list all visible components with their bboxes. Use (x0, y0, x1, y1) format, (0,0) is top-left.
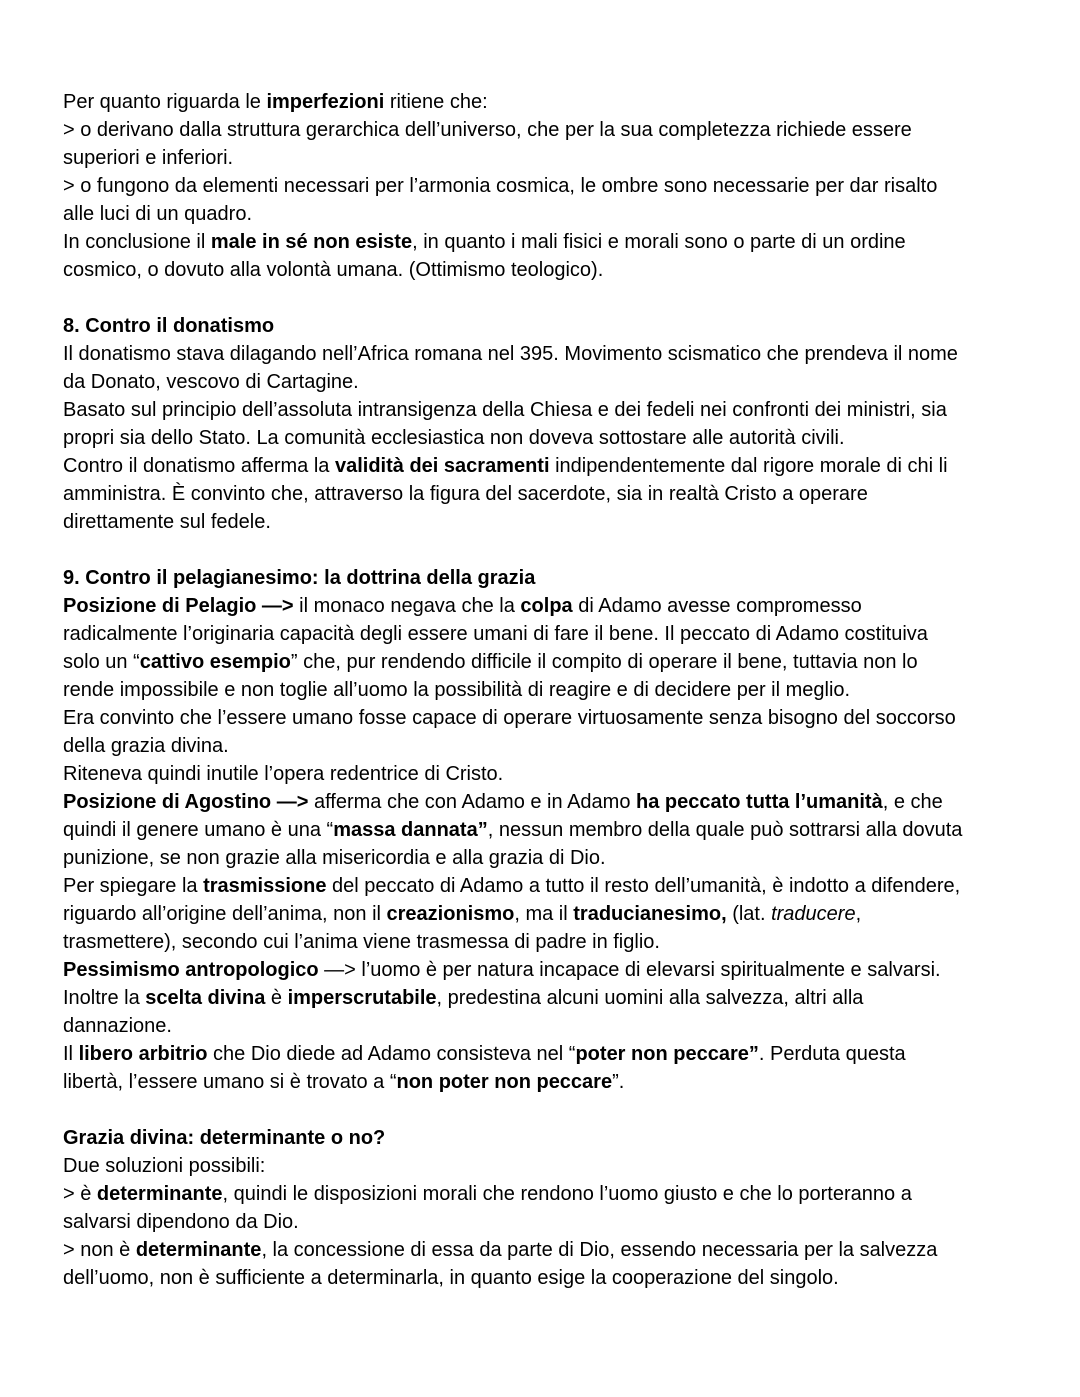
text-run: In conclusione il (63, 231, 211, 253)
text-run: dannazione. (63, 1015, 172, 1037)
bold-text: imperscrutabile (287, 987, 437, 1009)
text-run: riguardo all’origine dell’anima, non il (63, 903, 387, 925)
text-run: (lat. (726, 903, 772, 925)
text-line (63, 760, 962, 788)
text-line (63, 1012, 962, 1040)
text-run: punizione, se non grazie alla misericordia e alla grazia di Dio. (63, 847, 606, 869)
text-run: > o fungono da elementi necessari per l’armonia cosmica, le ombre sono necessarie per dar risalto (63, 175, 938, 197)
text-run: , quindi le disposizioni morali che rendono l’uomo giusto e che lo porteranno a (222, 1183, 912, 1205)
text-run: Riteneva quindi inutile l’opera redentrice di Cristo. (63, 763, 504, 785)
text-run: Due soluzioni possibili: (63, 1155, 266, 1177)
bold-text: validità dei sacramenti (334, 455, 550, 477)
text-run: propri sia dello Stato. La comunità ecclesiastica non doveva sottostare alle autorità civili. (63, 427, 845, 449)
text-line (63, 1068, 962, 1096)
text-line (63, 144, 962, 172)
text-run: salvarsi dipendono da Dio. (63, 1211, 299, 1233)
text-run: è (265, 987, 288, 1009)
text-line (63, 340, 962, 368)
text-run: alle luci di un quadro. (63, 203, 253, 225)
text-line (63, 116, 962, 144)
text-run: indipendentemente dal rigore morale di chi li (549, 455, 948, 477)
text-run: il monaco negava che la (293, 595, 521, 617)
text-run: —> l’uomo è per natura incapace di elevarsi spiritualmente e salvarsi. (318, 959, 941, 981)
bold-text: poter non peccare” (575, 1043, 759, 1065)
bold-text: massa dannata” (333, 819, 488, 841)
text-line (63, 1236, 962, 1264)
text-line (63, 844, 962, 872)
blank-line (63, 536, 962, 564)
text-run: ”. (612, 1071, 625, 1093)
text-run: rende impossibile e non toglie all’uomo la possibilità di reagire e di decidere per il meglio. (63, 679, 851, 701)
text-run: Era convinto che l’essere umano fosse capace di operare virtuosamente senza bisogno del soccorso (63, 707, 956, 729)
text-line (63, 312, 962, 340)
bold-text: Posizione di Pelagio —> (63, 595, 294, 617)
text-run: Per spiegare la (63, 875, 204, 897)
bold-text: creazionismo (386, 903, 515, 925)
text-run: , la concessione di essa da parte di Dio, essendo necessaria per la salvezza (261, 1239, 938, 1261)
text-line (63, 704, 962, 732)
bold-text: 8. Contro il donatismo (63, 315, 275, 337)
text-run: ” che, pur rendendo difficile il compito di operare il bene, tuttavia non lo (290, 651, 918, 673)
text-run: afferma che con Adamo e in Adamo (308, 791, 636, 813)
text-run: ritiene che: (384, 91, 488, 113)
text-line (63, 1124, 962, 1152)
text-run: Per quanto riguarda le (63, 91, 267, 113)
text-run: Il donatismo stava dilagando nell’Africa romana nel 395. Movimento scismatico che prendeva il nome (63, 343, 958, 365)
text-run: Contro il donatismo afferma la (63, 455, 335, 477)
text-run: del peccato di Adamo a tutto il resto dell’umanità, è indotto a difendere, (326, 875, 961, 897)
text-run: Il (63, 1043, 79, 1065)
text-run: di Adamo avesse compromesso (572, 595, 862, 617)
document-body (63, 88, 962, 1292)
text-run: > è (63, 1183, 97, 1205)
text-run: amministra. È convinto che, attraverso la figura del sacerdote, sia in realtà Cristo a operare (63, 483, 868, 505)
text-line (63, 1264, 962, 1292)
text-run: radicalmente l’originaria capacità degli essere umani di fare il bene. Il peccato di Adamo costituiva (63, 623, 928, 645)
text-run: > o derivano dalla struttura gerarchica dell’universo, che per la sua completezza richiede essere (63, 119, 912, 141)
text-line (63, 424, 962, 452)
text-line (63, 256, 962, 284)
text-line (63, 872, 962, 900)
text-run: , predestina alcuni uomini alla salvezza, altri alla (436, 987, 864, 1009)
text-line (63, 564, 962, 592)
text-run: , (855, 903, 862, 925)
text-line (63, 676, 962, 704)
text-line (63, 900, 962, 928)
bold-text: colpa (520, 595, 573, 617)
text-line (63, 228, 962, 256)
bold-text: non poter non peccare (396, 1071, 613, 1093)
text-line (63, 984, 962, 1012)
text-run: cosmico, o dovuto alla volontà umana. (Ottimismo teologico). (63, 259, 604, 281)
bold-text: Posizione di Agostino —> (63, 791, 309, 813)
text-run: dell’uomo, non è sufficiente a determinarla, in quanto esige la cooperazione del singolo. (63, 1267, 839, 1289)
bold-text: trasmissione (203, 875, 327, 897)
text-run: , in quanto i mali fisici e morali sono o parte di un ordine (412, 231, 906, 253)
text-run: superiori e inferiori. (63, 147, 234, 169)
text-run: Basato sul principio dell’assoluta intransigenza della Chiesa e dei fedeli nei confronti dei ministri, sia (63, 399, 947, 421)
text-run: trasmettere), secondo cui l’anima viene trasmessa di padre in figlio. (63, 931, 660, 953)
text-run: . Perduta questa (758, 1043, 906, 1065)
text-line (63, 480, 962, 508)
bold-text: determinante (96, 1183, 223, 1205)
text-run: da Donato, vescovo di Cartagine. (63, 371, 359, 393)
bold-text: Pessimismo antropologico (63, 959, 319, 981)
text-line (63, 1040, 962, 1068)
blank-line (63, 284, 962, 312)
bold-text: determinante (135, 1239, 262, 1261)
text-line (63, 928, 962, 956)
text-run: libertà, l’essere umano si è trovato a “ (63, 1071, 397, 1093)
text-run: direttamente sul fedele. (63, 511, 271, 533)
text-line (63, 956, 962, 984)
italic-text: traducere (771, 903, 856, 925)
text-line (63, 396, 962, 424)
bold-text: imperfezioni (266, 91, 385, 113)
text-run: solo un “ (63, 651, 140, 673)
text-line (63, 1180, 962, 1208)
text-run: , e che (882, 791, 943, 813)
text-run: Inoltre la (63, 987, 146, 1009)
text-run: > non è (63, 1239, 136, 1261)
text-line (63, 592, 962, 620)
text-line (63, 732, 962, 760)
text-run: della grazia divina. (63, 735, 229, 757)
bold-text: traducianesimo, (573, 903, 727, 925)
text-line (63, 508, 962, 536)
text-line (63, 648, 962, 676)
text-line (63, 452, 962, 480)
text-run: quindi il genere umano è una “ (63, 819, 334, 841)
bold-text: ha peccato tutta l’umanità (636, 791, 883, 813)
bold-text: libero arbitrio (78, 1043, 208, 1065)
text-line (63, 172, 962, 200)
text-line (63, 368, 962, 396)
bold-text: cattivo esempio (139, 651, 291, 673)
text-run: , nessun membro della quale può sottrarsi alla dovuta (487, 819, 963, 841)
text-line (63, 200, 962, 228)
text-run: che Dio diede ad Adamo consisteva nel “ (207, 1043, 576, 1065)
text-run: , ma il (514, 903, 574, 925)
bold-text: male in sé non esiste (210, 231, 413, 253)
text-line (63, 1152, 962, 1180)
text-line (63, 1208, 962, 1236)
text-line (63, 88, 962, 116)
text-line (63, 620, 962, 648)
bold-text: 9. Contro il pelagianesimo: la dottrina della grazia (63, 567, 536, 589)
text-line (63, 816, 962, 844)
bold-text: Grazia divina: determinante o no? (63, 1127, 386, 1149)
blank-line (63, 1096, 962, 1124)
bold-text: scelta divina (145, 987, 266, 1009)
text-line (63, 788, 962, 816)
